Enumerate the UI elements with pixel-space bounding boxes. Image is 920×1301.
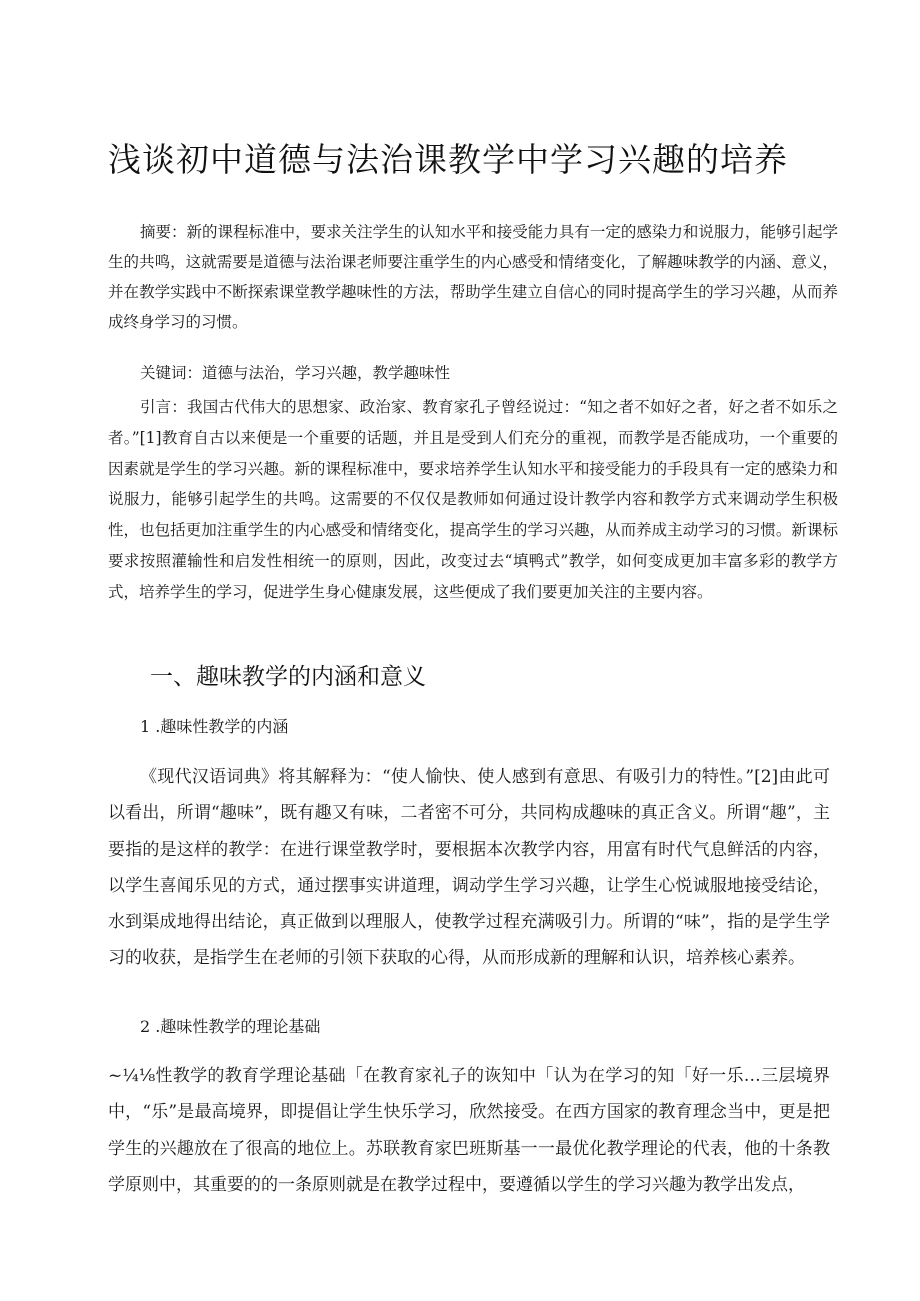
abstract-paragraph: 摘要：新的课程标准中，要求关注学生的认知水平和接受能力具有一定的感染力和说服力，能够引起学生的共鸣，这就需要是道德与法治课老师要注重学生的内心感受和情绪变化，了解趣味教学的内涵、意义，并在教学实践中不断探索课堂教学趣味性的方法，帮助学生建立自信心的同时提高学生的学习兴趣，从而养成终身学习的习惯。 xyxy=(108,223,838,331)
subsection-heading-1: 1 .趣味性教学的内涵 xyxy=(140,717,289,736)
subsection-heading-2: 2 .趣味性教学的理论基础 xyxy=(140,1017,321,1036)
page-title: 浅谈初中道德与法治课教学中学习兴趣的培养 xyxy=(108,140,788,179)
keywords-line: 关键词：道德与法治，学习兴趣，教学趣味性 xyxy=(140,364,451,382)
section-heading: 一、趣味教学的内涵和意义 xyxy=(150,664,426,690)
subsection-body-2: ~¼⅛性教学的教育学理论基础「在教育家礼子的诙知中「认为在学习的知「好一乐…三层境界中，“乐”是最高境界，即提倡让学生快乐学习，欣然接受。在西方国家的教育理念当中，更是把学生的兴趣放在了很高的地位上。苏联教育家巴班斯基一一最优化教学理论的代表，他的十条教学原则中，其重要的的一条原则就是在教学过程中，要遵循以学生的学习兴趣为教学出发点， xyxy=(108,1066,830,1195)
subsection-body-1: 《现代汉语词典》将其解释为：“使人愉快、使人感到有意思、有吸引力的特性。”[2]由此可以看出，所谓“趣味”，既有趣又有味，二者密不可分，共同构成趣味的真正含义。所谓“趣”，主要指的是这样的教学：在进行课堂教学时，要根据本次教学内容，用富有时代气息鲜活的内容，以学生喜闻乐见的方式，通过摆事实讲道理，调动学生学习兴趣，让学生心悦诚服地接受结论，水到渠成地得出结论，真正做到以理服人，使教学过程充满吸引力。所谓的“味”，指的是学生学习的收获，是指学生在老师的引领下获取的心得，从而形成新的理解和认识，培养核心素养。 xyxy=(108,767,830,969)
introduction-paragraph: 引言：我国古代伟大的思想家、政治家、教育家孔子曾经说过：“知之者不如好之者，好之者不如乐之者。”[1]教育自古以来便是一个重要的话题，并且是受到人们充分的重视，而教学是否能成功，一个重要的因素就是学生的学习兴趣。新的课程标准中，要求培养学生认知水平和接受能力的手段具有一定的感染力和说服力，能够引起学生的共鸣。这需要的不仅仅是教师如何通过设计教学内容和教学方式来调动学生积极性，也包括更加注重学生的内心感受和情绪变化，提高学生的学习兴趣，从而养成主动学习的习惯。新课标要求按照灌输性和启发性相统一的原则，因此，改变过去“填鸭式”教学，如何变成更加丰富多彩的教学方式，培养学生的学习，促进学生身心健康发展，这些便成了我们要更加关注的主要内容。 xyxy=(108,398,838,601)
